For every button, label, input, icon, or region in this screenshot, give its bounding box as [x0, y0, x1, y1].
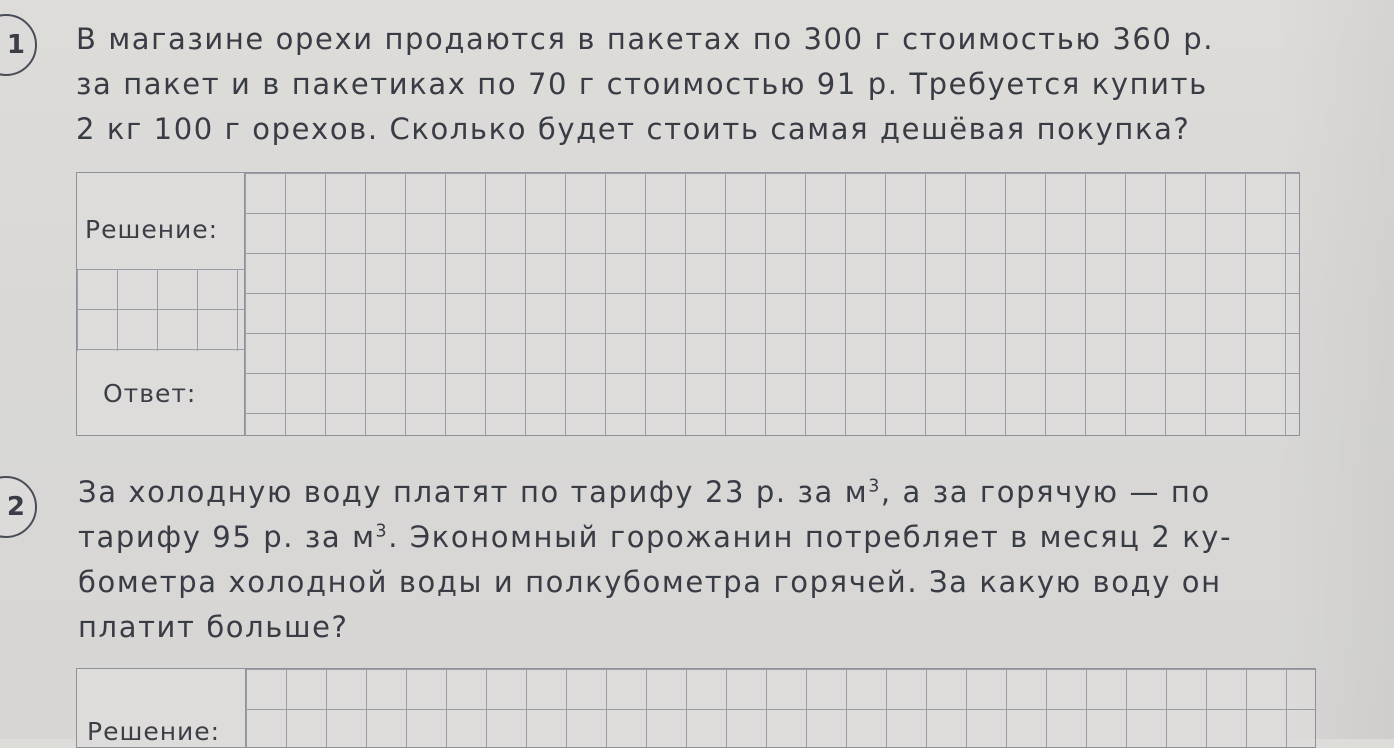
cubic-superscript: 3: [868, 476, 881, 497]
task-2-line-1-part-b: , а за горячую — по: [880, 475, 1211, 509]
task-2-line-2: [78, 515, 1232, 560]
task-1-line-1: В магазине орехи продаются в пакетах по 300 г стоимостью 360 р.: [76, 22, 1215, 56]
answer-label: Ответ:: [103, 379, 197, 408]
task-2-line-1: [78, 470, 1232, 515]
task-2-text: [78, 470, 1232, 650]
task-1-line-3: 2 кг 100 г орехов. Сколько будет стоить самая дешёвая покупка?: [76, 112, 1191, 146]
task-1-text: [76, 17, 1214, 152]
task-1-line-2: за пакет и в пакетиках по 70 г стоимостью 91 р. Требуется купить: [76, 67, 1208, 101]
task-2-line-4: платит больше?: [78, 610, 349, 644]
task-2-line-2-part-b: . Экономный горожанин потребляет в месяц 2 ку-: [388, 520, 1233, 554]
task-2-line-1-part-a: За холодную воду платят по тарифу 23 р. за м: [78, 475, 869, 509]
task-2-line-2-part-a: тарифу 95 р. за м: [78, 520, 376, 554]
task-2-line-3: бометра холодной воды и полкубометра горячей. За какую воду он: [78, 565, 1222, 599]
task-number-1: 1: [0, 14, 37, 76]
cubic-superscript: 3: [375, 521, 389, 542]
task-2-answer-box[interactable]: [76, 668, 1316, 748]
task-2-solution-grid[interactable]: [245, 669, 1315, 747]
solution-label: Решение:: [85, 215, 219, 244]
task-1-extra-grid-row[interactable]: [77, 269, 245, 351]
task-1-answer-box[interactable]: [76, 172, 1300, 436]
task-number-2: 2: [0, 476, 37, 538]
task-1-solution-grid[interactable]: [244, 173, 1299, 435]
solution-label: Решение:: [87, 717, 221, 746]
